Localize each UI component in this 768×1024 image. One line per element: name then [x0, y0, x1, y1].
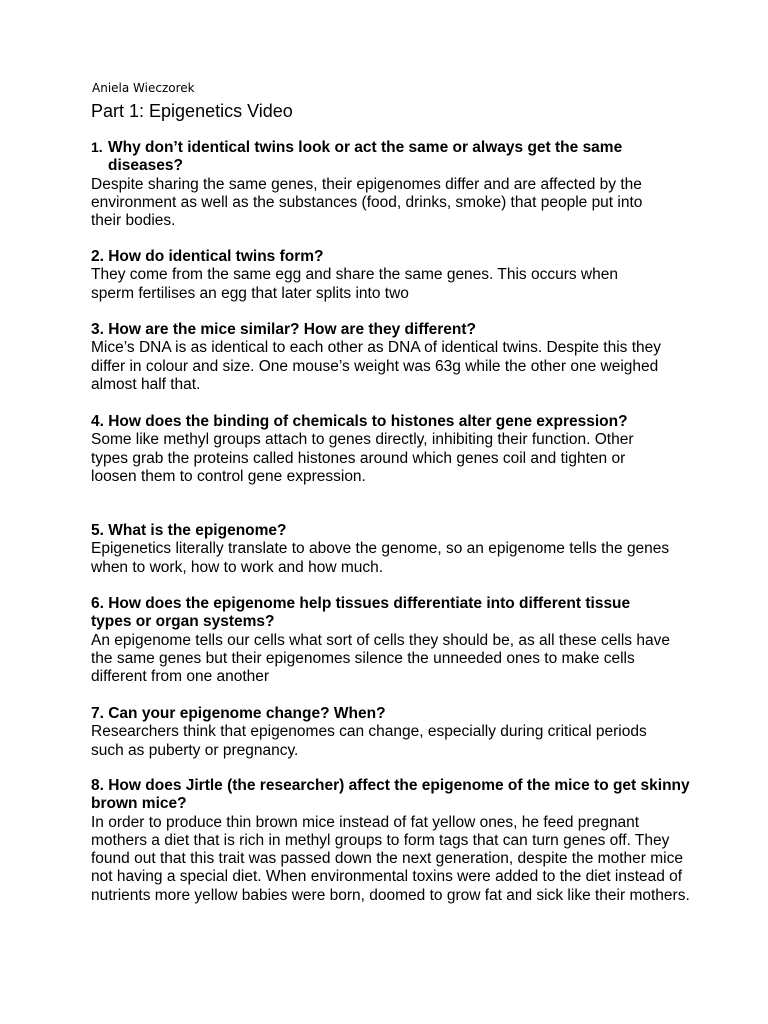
part-title: Part 1: Epigenetics Video [91, 101, 293, 121]
question-1-number: 1. [91, 139, 103, 155]
question-7: 7. Can your epigenome change? When? [91, 705, 386, 722]
qa-item-4 [91, 413, 671, 486]
question-6: 6. How does the epigenome help tissues differentiate into different tissue types or organ systems? [91, 595, 635, 631]
answer-3: Mice’s DNA is as identical to each other as DNA of identical twins. Despite this they differ in colour and size. One mouse’s weight was 63g while the other one weighed almost half that. [91, 339, 662, 393]
question-5: 5. What is the epigenome? [91, 522, 287, 539]
question-3: 3. How are the mice similar? How are they different? [91, 321, 477, 338]
qa-item-8 [91, 777, 694, 905]
qa-item-7 [91, 705, 671, 760]
qa-item-2 [91, 248, 651, 303]
qa-item-6 [91, 595, 671, 686]
question-1 [91, 138, 651, 176]
answer-8: In order to produce thin brown mice instead of fat yellow ones, he feed pregnant mothers a diet that is rich in methyl groups to form tags that can turn genes off. They found out that this trait was passed down the next generation, despite the mother mice not having a special diet. When environmental toxins were added to the diet instead of nutrients more yellow babies were born, doomed to grow fat and sick like their mothers. [91, 813, 690, 904]
answer-1: Despite sharing the same genes, their epigenomes differ and are affected by the environment as well as the substances (food, drinks, smoke) that people put into their bodies. [91, 175, 643, 230]
answer-5: Epigenetics literally translate to above the genome, so an epigenome tells the genes when to work, how to work and how much. [91, 540, 670, 576]
question-4: 4. How does the binding of chemicals to histones alter gene expression? [91, 413, 628, 430]
qa-item-5 [91, 522, 671, 577]
answer-6: An epigenome tells our cells what sort of cells they should be, as all these cells have the same genes but their epigenomes silence the unneeded ones to make cells different from one another [91, 631, 670, 686]
author-name: Aniela Wieczorek [92, 81, 195, 95]
question-2: 2. How do identical twins form? [91, 248, 324, 265]
question-1-text: Why don’t identical twins look or act the same or always get the same diseases? [108, 139, 627, 175]
qa-item-3 [91, 321, 671, 394]
qa-item-1 [91, 138, 651, 230]
question-8: 8. How does Jirtle (the researcher) affect the epigenome of the mice to get skinny brown mice? [91, 777, 694, 813]
answer-4: Some like methyl groups attach to genes directly, inhibiting their function. Other types grab the proteins called histones around which genes coil and tighten or loosen them to control gene expression. [91, 431, 634, 485]
answer-2: They come from the same egg and share the same genes. This occurs when sperm fertilises an egg that later splits into two [91, 266, 618, 302]
answer-7: Researchers think that epigenomes can change, especially during critical periods such as puberty or pregnancy. [91, 723, 647, 759]
